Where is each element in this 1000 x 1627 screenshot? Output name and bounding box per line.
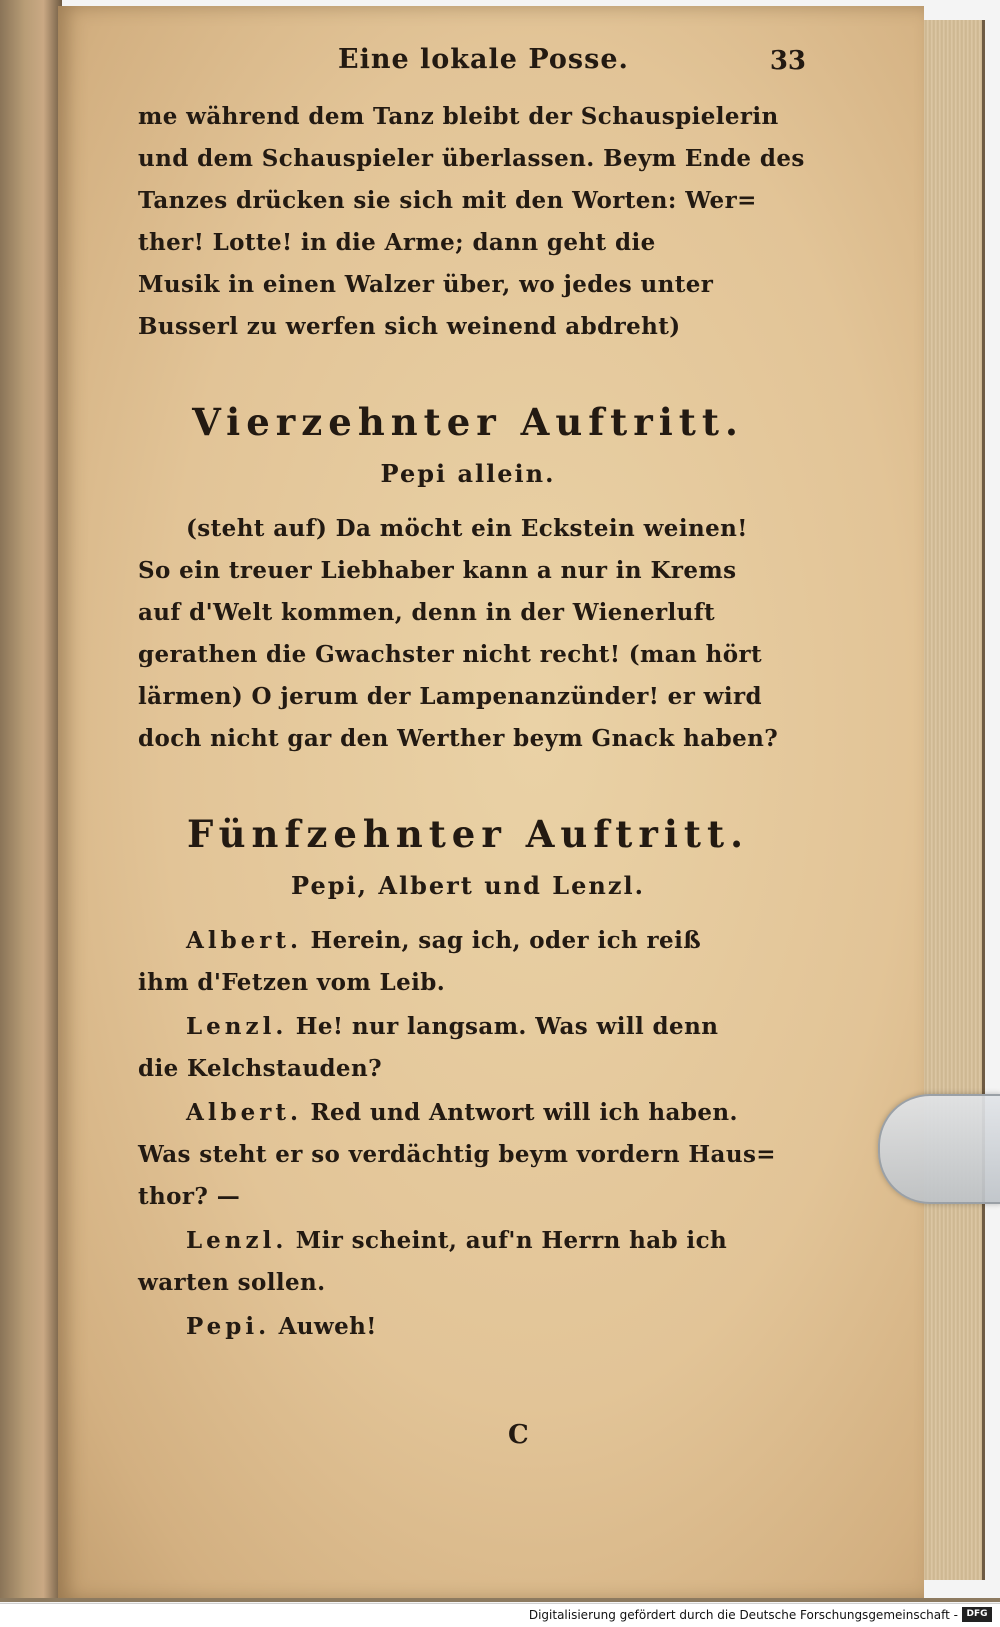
text-line: auf d'Welt kommen, denn in der Wienerluft — [138, 599, 716, 626]
text-line: ther! Lotte! in die Arme; dann geht die — [138, 229, 656, 256]
speech-text: Mir scheint, auf'n Herrn hab ich — [295, 1227, 728, 1254]
text-line: doch nicht gar den Werther beym Gnack haben? — [138, 725, 779, 752]
text-line: Busserl zu werfen sich weinend abdreht) — [138, 313, 681, 340]
footer-bar — [0, 1603, 1000, 1627]
text-line: Musik in einen Walzer über, wo jedes unter — [138, 271, 714, 298]
speech-first-line — [138, 1306, 798, 1348]
text-line: Tanzes drücken sie sich mit den Worten: Wer= — [138, 187, 757, 214]
scene-heading-14: Vierzehnter Auftritt. — [192, 400, 744, 444]
text-line: warten sollen. — [138, 1269, 326, 1296]
speech-albert-2 — [138, 1092, 798, 1218]
text-line: gerathen die Gwachster nicht recht! (man hört — [138, 641, 762, 668]
text-line: ihm d'Fetzen vom Leib. — [138, 969, 446, 996]
cast-list-14: Pepi allein. — [380, 459, 556, 488]
text-line: So ein treuer Liebhaber kann a nur in Krems — [138, 557, 737, 584]
page-clip-holder — [878, 1094, 1000, 1204]
text-line: (steht auf) Da möcht ein Eckstein weinen! — [186, 515, 748, 542]
speech-text: Red und Antwort will ich haben. — [310, 1099, 738, 1126]
text-line: lärmen) O jerum der Lampenanzünder! er wird — [138, 683, 762, 710]
page-text — [138, 36, 806, 1348]
text-line: Was steht er so verdächtig beym vordern Haus= — [138, 1141, 776, 1168]
cast-list-15: Pepi, Albert und Lenzl. — [291, 871, 645, 900]
right-page-edge — [918, 20, 985, 1580]
page-number: 33 — [769, 46, 806, 76]
footer-credit: Digitalisierung gefördert durch die Deutsche Forschungsgemeinschaft - — [528, 1608, 958, 1622]
speech-albert-1 — [138, 920, 798, 1004]
text-line: und dem Schauspieler überlassen. Beym Ende des — [138, 145, 805, 172]
speaker-name: Albert. — [186, 1099, 303, 1126]
speaker-name: Lenzl. — [186, 1227, 288, 1254]
stage-direction-block — [138, 96, 805, 348]
speech-text: Auweh! — [278, 1313, 377, 1340]
speaker-name: Albert. — [186, 927, 303, 954]
speaker-name: Lenzl. — [186, 1013, 288, 1040]
monologue-block — [138, 508, 798, 760]
speech-first-line — [138, 920, 798, 962]
book-base — [0, 1598, 1000, 1602]
dialogue-block — [138, 920, 798, 1348]
left-page-edge — [0, 0, 62, 1600]
scene-heading-15: Fünfzehnter Auftritt. — [187, 812, 749, 856]
speech-first-line — [138, 1006, 798, 1048]
speech-first-line — [138, 1220, 798, 1262]
speaker-name: Pepi. — [186, 1313, 271, 1340]
signature-mark: C — [508, 1420, 529, 1450]
running-title: Eine lokale Posse. — [338, 44, 629, 75]
running-head — [138, 36, 806, 96]
speech-text: Herein, sag ich, oder ich reiß — [310, 927, 702, 954]
text-line: me während dem Tanz bleibt der Schauspielerin — [138, 103, 779, 130]
text-line: die Kelchstauden? — [138, 1055, 382, 1082]
text-line: thor? — — [138, 1183, 241, 1210]
speech-lenzl-1 — [138, 1006, 798, 1090]
dfg-logo: DFG — [962, 1607, 992, 1622]
speech-lenzl-2 — [138, 1220, 798, 1304]
speech-pepi-1 — [138, 1306, 798, 1348]
speech-text: He! nur langsam. Was will denn — [295, 1013, 719, 1040]
speech-first-line — [138, 1092, 798, 1134]
